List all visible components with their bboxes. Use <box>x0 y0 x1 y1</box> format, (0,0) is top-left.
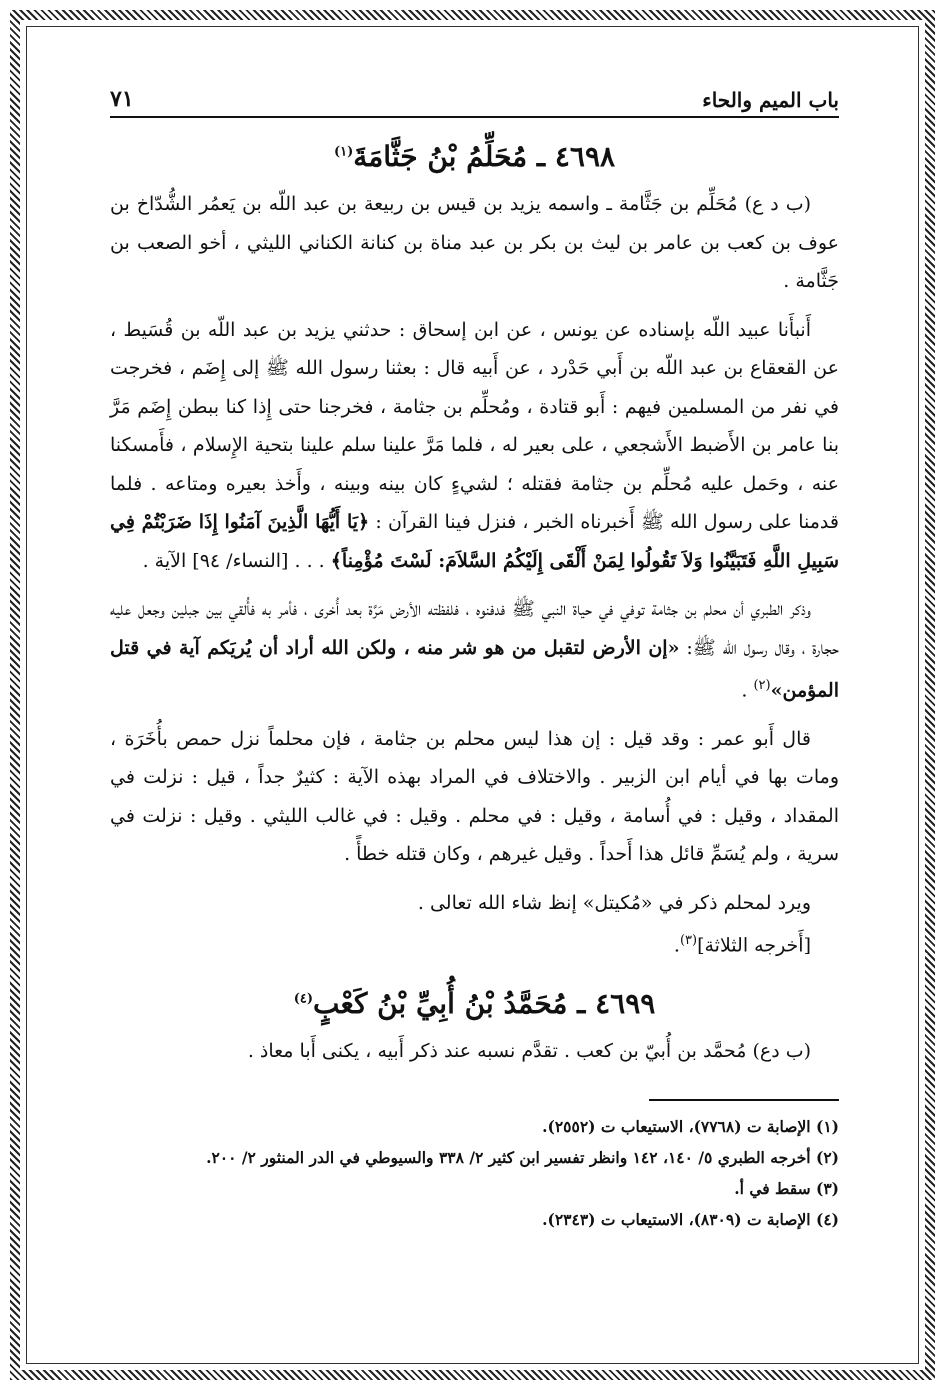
running-header <box>110 80 839 118</box>
footnote-marker: (٣) <box>679 933 698 949</box>
footnote-separator <box>649 1099 839 1101</box>
takhrij-line: [أَخرجه الثلاثة]$^{(٣)}$. <box>673 933 811 957</box>
abu-umar-paragraph: قال أَبو عمر : وقد قيل : إن هذا ليس محلم بن جثامة ، فإن محلماً نزل حمص بأُخَرَة ، ومات بها في أيام ابن الزبير . والاختلاف في المراد بهذه الآية : كثيرٌ جداً ، قيل : نزلت في المقداد ، وقيل : في أُسامة ، وقيل : في محلم . وقيل : في غالب الليثي . وقيل : نزلت في سرية ، ولم يُسَمِّ قائل هذا أَحداً . وقيل غيرهم ، وكان قتله خطأً . <box>110 727 839 866</box>
footnote-marker: (٢) <box>753 678 771 693</box>
see-also-line: ويرد لمحلم ذكر في «مُكيتل» إنظ شاء الله تعالى . <box>417 891 811 914</box>
narration-text: أَنبأَنا عبيد اللّه بإسناده عن يونس ، عن ابن إسحاق : حدثني يزيد بن عبد اللّه بن قُسَيط ، عن القعقاع بن عبد اللّه بن أَبي حَدْرد ، عن أَبيه قال : بعثنا رسول الله ﷺ إلى إِضَم ، فخرجت في نفر من المسلمين فيهم : أَبو قتادة ، ومُحلِّم بن جثامة ، فخرجنا حتى إِذا كنا ببطن إِضَم مَرَّ بنا عامر بن الأَضبط الأَشجعي ، على بعير له ، فلما مَرَّ علينا سلم علينا بتحية الإِسلام ، فأَمسكنا عنه ، وحَمل عليه مُحلِّم بن جثامة فقتله ؛ لشيءٍ كان بينه وبينه ، وأَخذ بعيره ومتاعه . فلما قدمنا على رسول الله ﷺ أَخبرناه الخبر ، فنزل فينا القرآن : <box>110 318 839 533</box>
entry-heading-4699 <box>110 987 839 1020</box>
footnote-item: (٤) الإصابة ت (٨٣٠٩)، الاستيعاب ت (٢٣٤٣). <box>542 1209 839 1229</box>
entry-title: ٤٦٩٨ ـ مُحَلِّمُ بْنُ جَثَّامَةَ <box>353 140 616 173</box>
footnote-item: (٣) سقط في أ. <box>734 1178 839 1198</box>
footnote-marker: (٤) <box>293 991 314 1007</box>
quran-reference: . . . [النساء/ ٩٤] الآية . <box>142 549 325 572</box>
footnote-item: (١) الإصابة ت (٧٧٦٨)، الاستيعاب ت (٢٥٥٢). <box>542 1116 839 1136</box>
hadith-narration-paragraph <box>110 311 839 581</box>
hadith-quote: «إن الأرض لتقبل من هو شر منه ، ولكن الله أراد أن يُريَكم آية في قتل المؤمن» <box>110 636 839 702</box>
entry-intro-paragraph: (ب د ع) مُحَلِّم بن جَثَّامة ـ واسمه يزيد بن قيس بن ربيعة بن عبد اللّه بن يَعمُر الشُّدّاخ بن عوف بن كعب بن عامر بن ليث بن بكر بن عبد مناة بن كنانة الكناني الليثي ، أخو الصعب بن جَثَّامة . <box>110 193 839 292</box>
entry-heading-4698 <box>110 140 839 173</box>
takhrij-text: [أَخرجه الثلاثة] <box>697 934 811 957</box>
running-title: باب الميم والحاء <box>702 88 839 112</box>
footnote-item: (٢) أخرجه الطبري ٥/ ١٤٠، ١٤٢ وانظر تفسير ابن كثير ٢/ ٣٣٨ والسيوطي في الدر المنثور ٢/ ٢٠٠. <box>206 1147 839 1167</box>
quran-verse: ﴿يَا أَيُّهَا الَّذِينَ آمَنُوا إِذَا ضَرَبْتُمْ فِي سَبِيلِ اللَّهِ فَتَبَيَّنُوا وَلاَ تَقُولُوا لِمَنْ أَلْقَى إِلَيْكُمُ السَّلاَمَ: لَسْتَ مُؤْمِناً﴾ <box>110 511 839 572</box>
entry-intro-paragraph: (ب دع) مُحمَّد بن أُبيّ بن كعب . تقدَّم نسبه عند ذكر أَبيه ، يكنى أَبا معاذ . <box>247 1040 811 1063</box>
tabari-paragraph: وذكر الطبري أن محلم بن جثامة توفي في حياة النبي ﷺ فدفنوه ، فلفظته الأرض مَرَّة بعد أُخرى ، فأمر به فأُلقي بين جبلين وجعل عليه حجارة ، وقال رسول الله ﷺ: «إن الأرض لتقبل من هو شر منه ، ولكن الله أراد أن يُريَكم آية في قتل المؤمن»$^{(٢)}$ . <box>110 598 840 702</box>
entry-title: ٤٦٩٩ ـ مُحَمَّدُ بْنُ أُبِيِّ بْنُ كَعْبٍ <box>313 987 656 1021</box>
tabari-text: وذكر الطبري أن محلم بن جثامة توفي في حياة النبي ﷺ فدفنوه ، فلفظته الأرض مَرَّة بعد أُخرى ، فأمر به فأُلقي بين جبلين وجعل عليه حجارة ، وقال رسول الله ﷺ: <box>110 598 840 659</box>
footnotes <box>110 1111 839 1235</box>
page-number: ٧١ <box>110 86 134 112</box>
book-page <box>110 80 839 1330</box>
footnote-marker: (١) <box>333 144 354 160</box>
